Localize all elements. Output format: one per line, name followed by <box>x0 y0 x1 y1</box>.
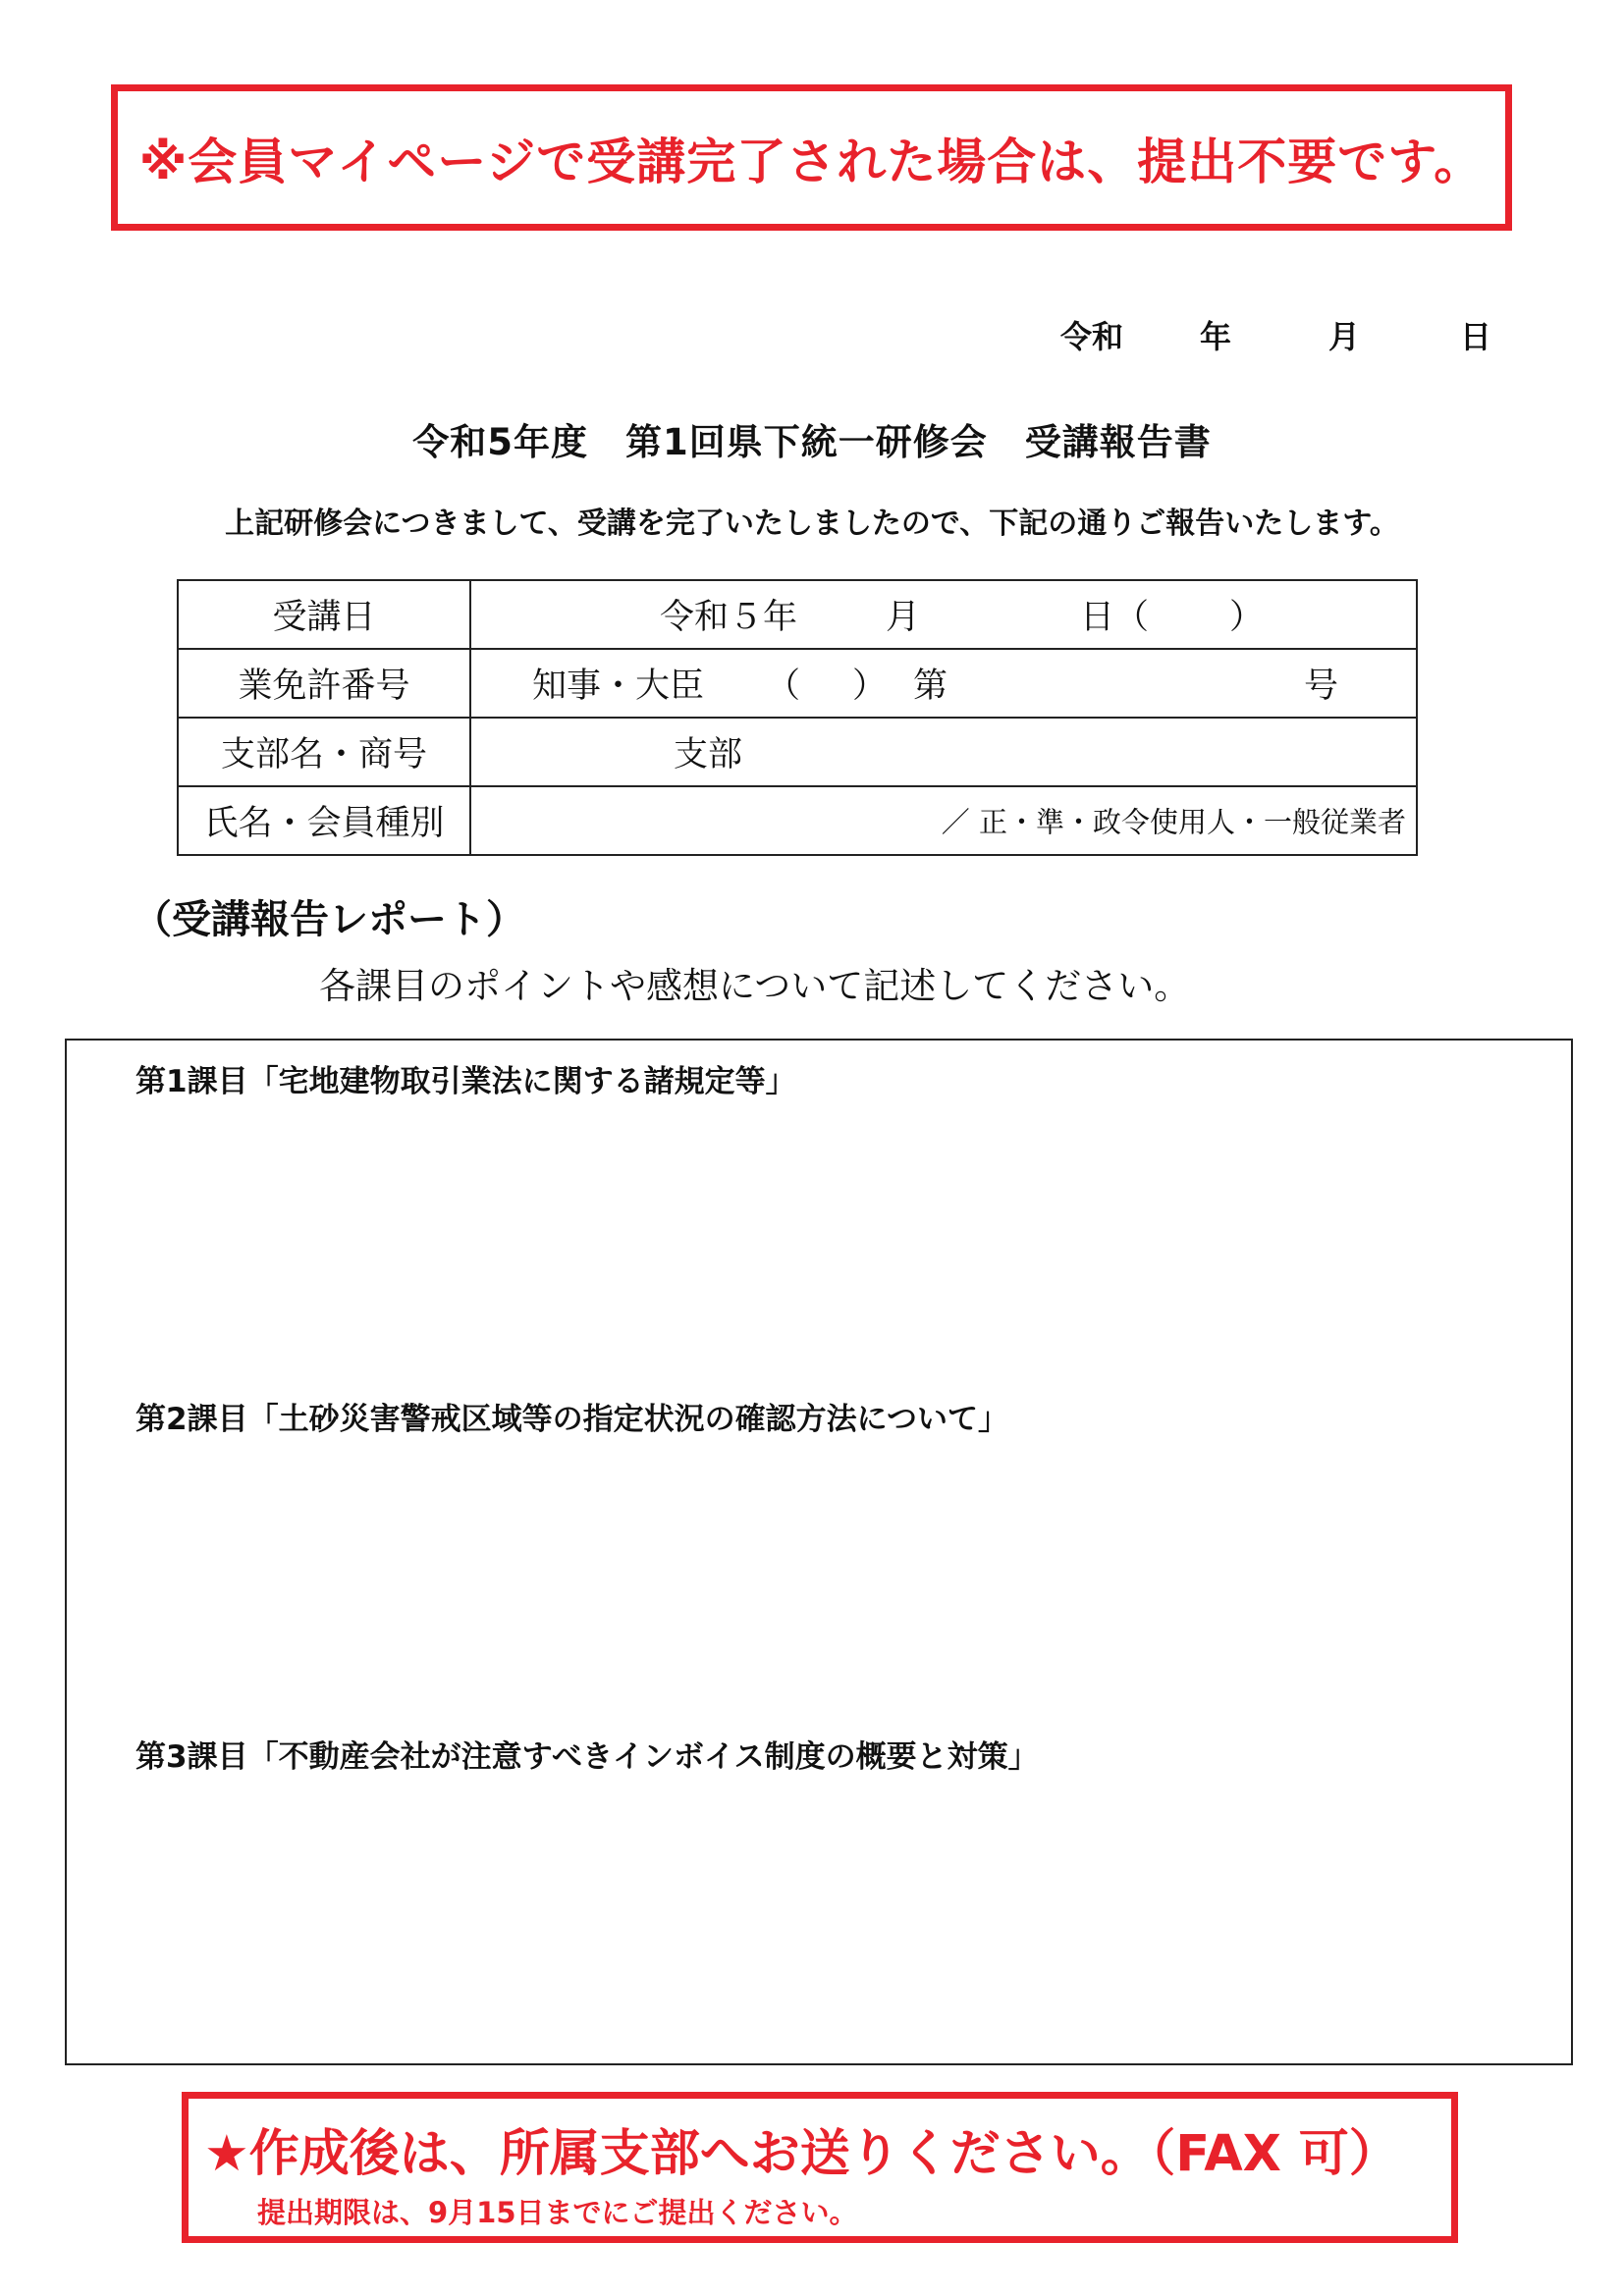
license-authority: 知事・大臣 <box>532 667 705 706</box>
date-era: 令和 <box>1060 318 1124 355</box>
field-name-member-type[interactable] <box>470 786 1417 855</box>
subject-3-label: 第3課目「不動産会社が注意すべきインボイス制度の概要と対策」 <box>135 1739 1039 1775</box>
date-year: 年 <box>1200 318 1232 355</box>
table-row <box>178 580 1417 649</box>
page-title: 令和5年度 第1回県下統一研修会 受講報告書 <box>412 421 1212 463</box>
attendance-month: 月 <box>886 598 921 637</box>
date-month: 月 <box>1328 318 1361 355</box>
info-table <box>177 579 1418 856</box>
branch-suffix: 支部 <box>674 735 743 774</box>
subject-2-label: 第2課目「土砂災害警戒区域等の指定状況の確認方法について」 <box>135 1402 1008 1437</box>
table-row <box>178 649 1417 718</box>
license-go: 号 <box>1304 667 1339 706</box>
field-license-number[interactable] <box>470 649 1417 718</box>
subject-1-label: 第1課目「宅地建物取引業法に関する諸規定等」 <box>135 1064 796 1099</box>
field-attendance-date[interactable] <box>470 580 1417 649</box>
license-dai: 第 <box>913 667 948 706</box>
table-row <box>178 786 1417 855</box>
label-branch-trade-name: 支部名・商号 <box>178 718 470 786</box>
top-notice-box <box>111 84 1512 231</box>
label-name-member-type: 氏名・会員種別 <box>178 786 470 855</box>
date-day: 日 <box>1460 318 1492 355</box>
field-branch-trade-name[interactable] <box>470 718 1417 786</box>
bottom-notice-main: ★作成後は、所属支部へお送りください。（FAX 可） <box>204 2125 1399 2183</box>
bottom-notice-box <box>182 2092 1458 2243</box>
label-attendance-date: 受講日 <box>178 580 470 649</box>
bottom-notice-deadline: 提出期限は、9月15日までにご提出ください。 <box>257 2196 858 2229</box>
intro-text: 上記研修会につきまして、受講を完了いたしましたので、下記の通りご報告いたします。 <box>225 507 1399 541</box>
attendance-day: 日（ <box>1080 598 1150 637</box>
report-box[interactable] <box>65 1039 1573 2065</box>
member-type-options: ／ 正・準・政令使用人・一般従業者 <box>941 805 1406 839</box>
report-heading: （受講報告レポート） <box>133 897 525 942</box>
attendance-weekday-close: ） <box>1229 598 1265 637</box>
license-paren-open: （ <box>766 667 801 706</box>
top-notice-text: ※会員マイページで受講完了された場合は、提出不要です。 <box>138 133 1485 190</box>
attendance-era-year: 令和５年 <box>660 598 798 637</box>
report-instruction: 各課目のポイントや感想について記述してください。 <box>319 965 1191 1007</box>
table-row <box>178 718 1417 786</box>
license-paren-close: ） <box>852 667 888 706</box>
label-license-number: 業免許番号 <box>178 649 470 718</box>
